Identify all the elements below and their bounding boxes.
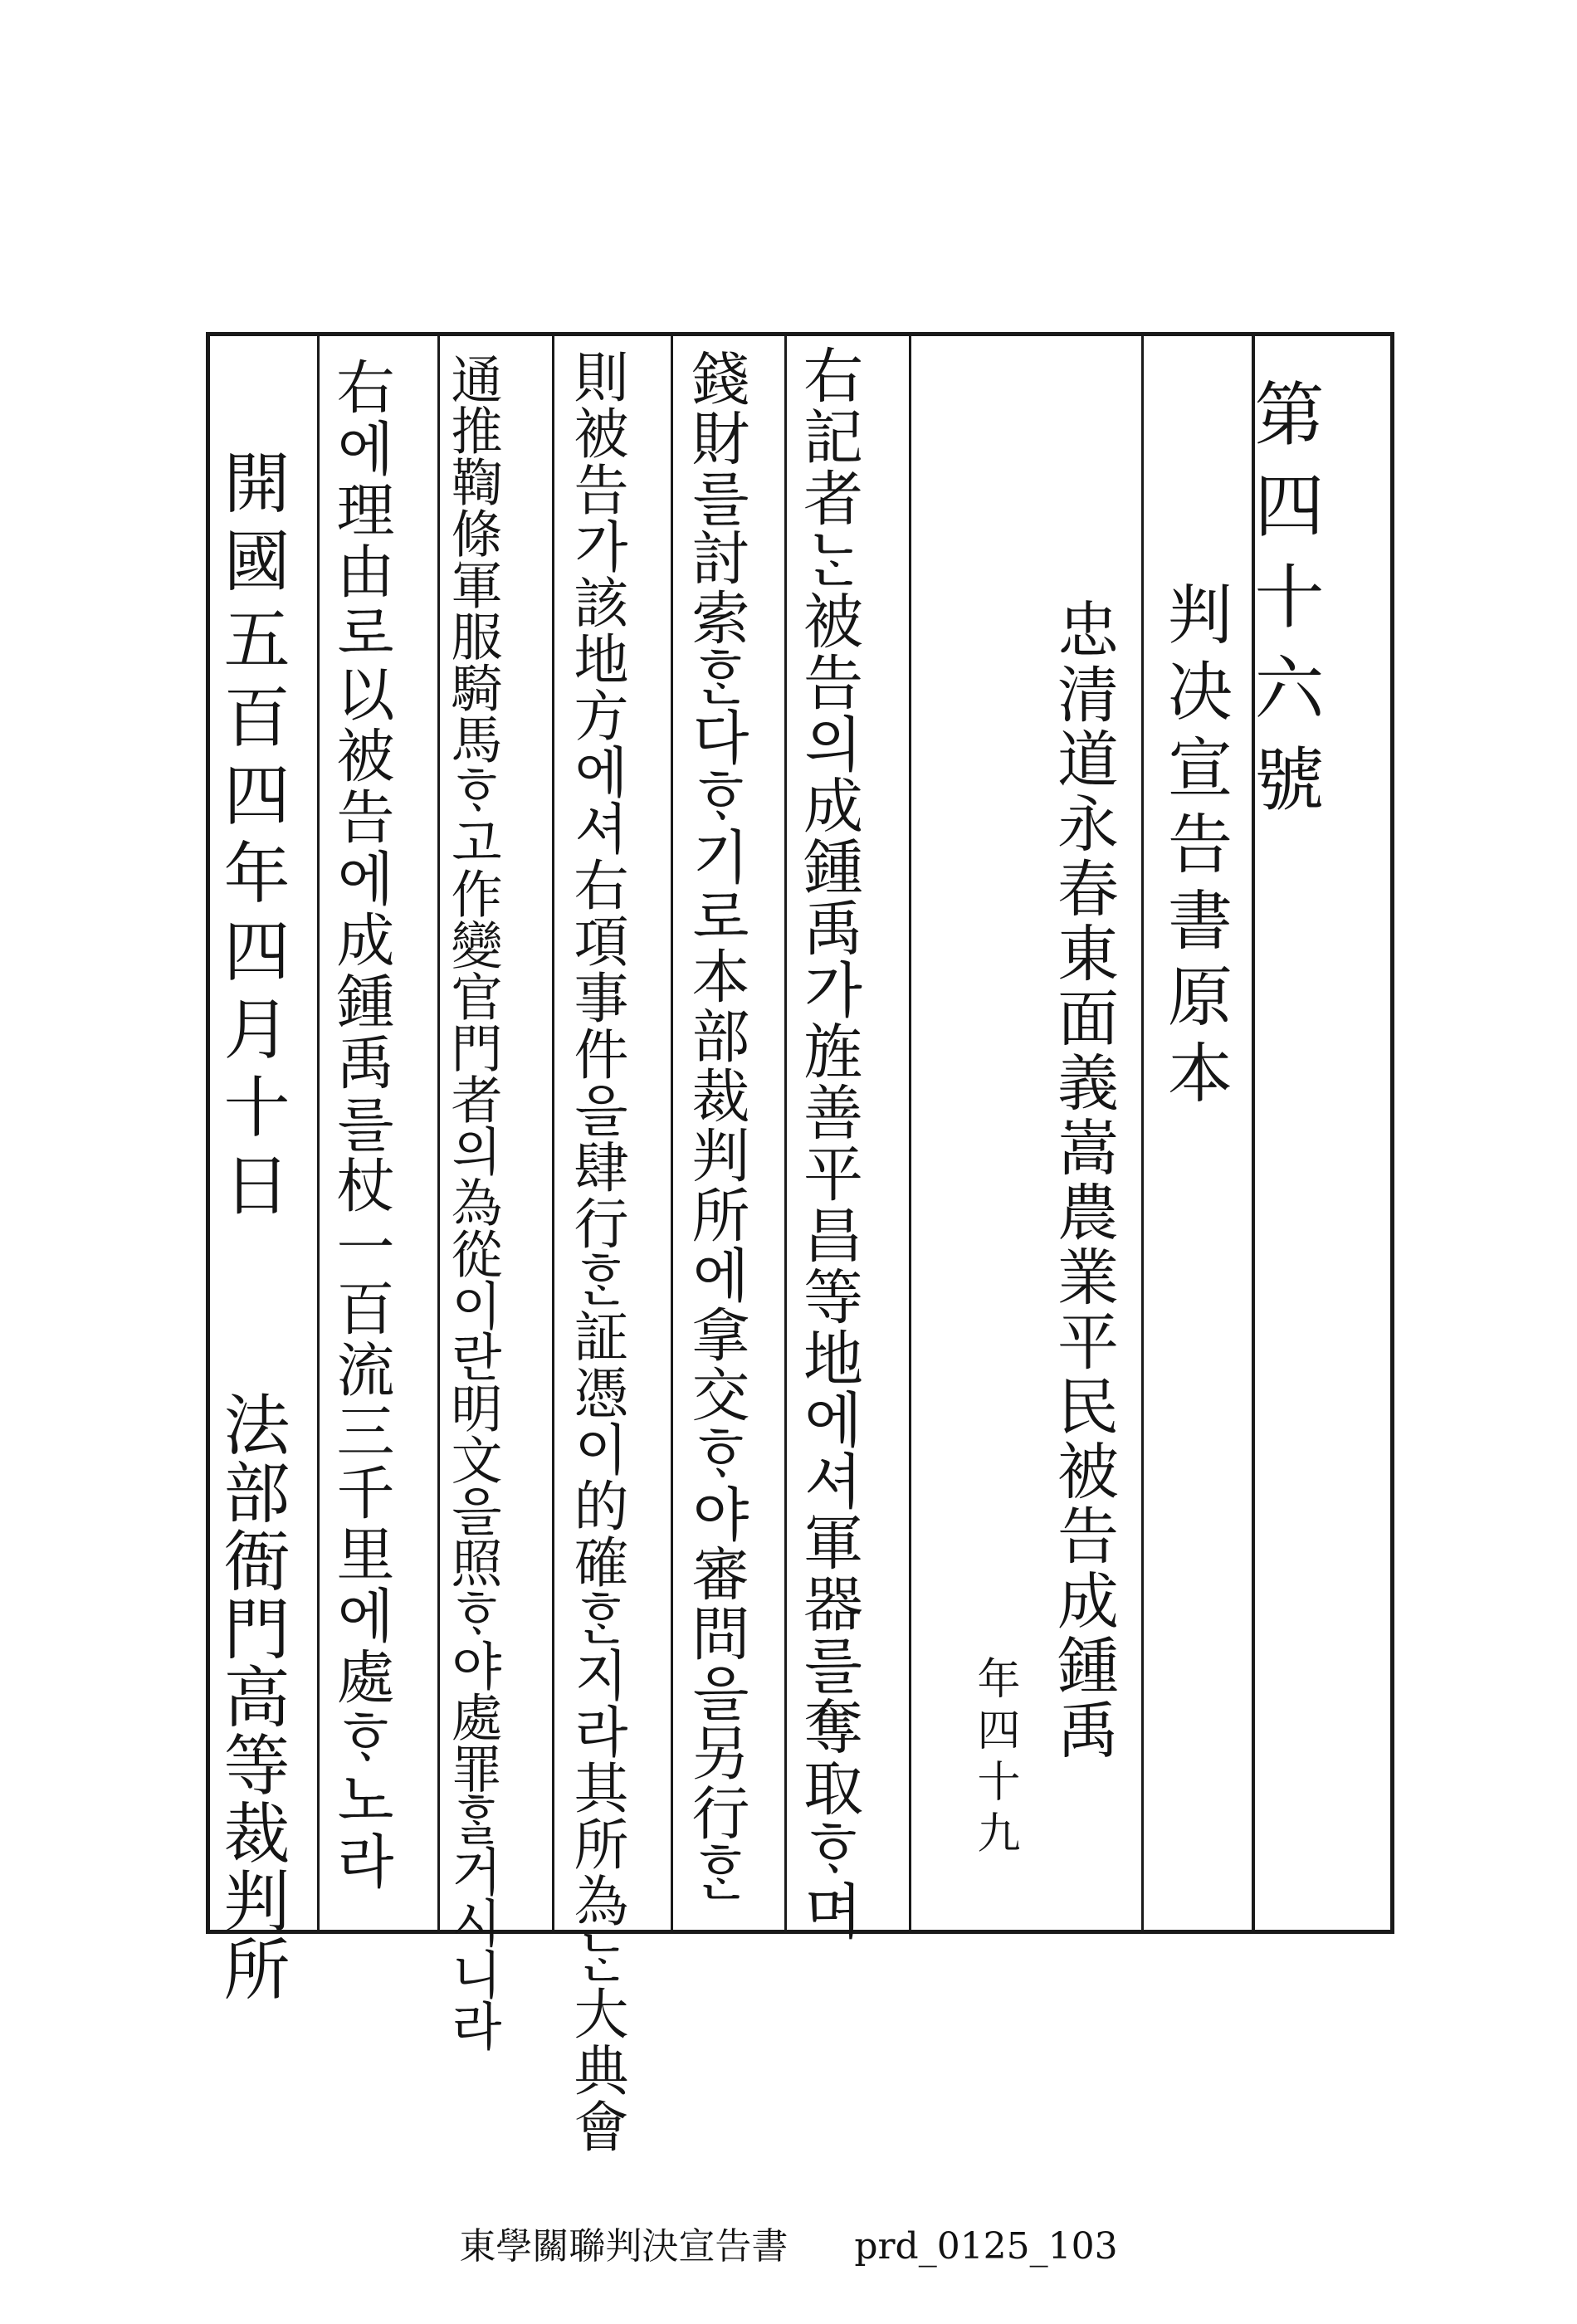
column-rule [784, 332, 787, 1934]
defendant-line: 忠清道永春東面義嵩農業平民被告成鍾禹 [1047, 598, 1119, 1763]
collection-title: 東學關聯判決宣告書 [459, 2225, 788, 2268]
body-line: 則被告가該地方에셔右項事件을肆行ᄒᆞᆫ証憑이的確ᄒᆞᆫ지라其所為ᄂᆞᆫ大典會 [564, 349, 628, 2155]
column-rule [552, 332, 554, 1934]
body-line: 右記者ᄂᆞᆫ被告의成鍾禹가旌善平昌等地에셔軍器를奪取ᄒᆞ며 [793, 344, 863, 1941]
column-rule [909, 332, 911, 1934]
court-name: 法部衙門高等裁判所 [212, 1390, 290, 2003]
page-caption [0, 2216, 1577, 2269]
body-line: 通推鞫條軍服騎馬ᄒᆞ고作變官門者의為從이란明文을照ᄒᆞ야處罪ᄒᆞᆯ거시니라 [442, 353, 503, 2051]
column-rule [1141, 332, 1144, 1934]
body-line: 錢財를討索ᄒᆞᆫ다ᄒᆞ기로本部裁判所에拿交ᄒᆞ야審問을另行ᄒᆞᆫ [682, 349, 750, 1902]
column-rule [671, 332, 673, 1934]
document-title: 判决宣告書原本 [1157, 581, 1232, 1116]
column-rule [437, 332, 440, 1934]
document-date: 開國五百四年四月十日 [212, 448, 290, 1228]
page-id: prd_0125_103 [854, 2225, 1118, 2268]
defendant-age: 年四十九 [969, 1656, 1019, 1862]
column-rule [317, 332, 320, 1934]
case-number: 第四十六號 [1243, 378, 1325, 834]
verdict-line: 右에理由로以被告에成鍾禹를杖一百流三千里에處ᄒᆞ노라 [327, 357, 395, 1892]
